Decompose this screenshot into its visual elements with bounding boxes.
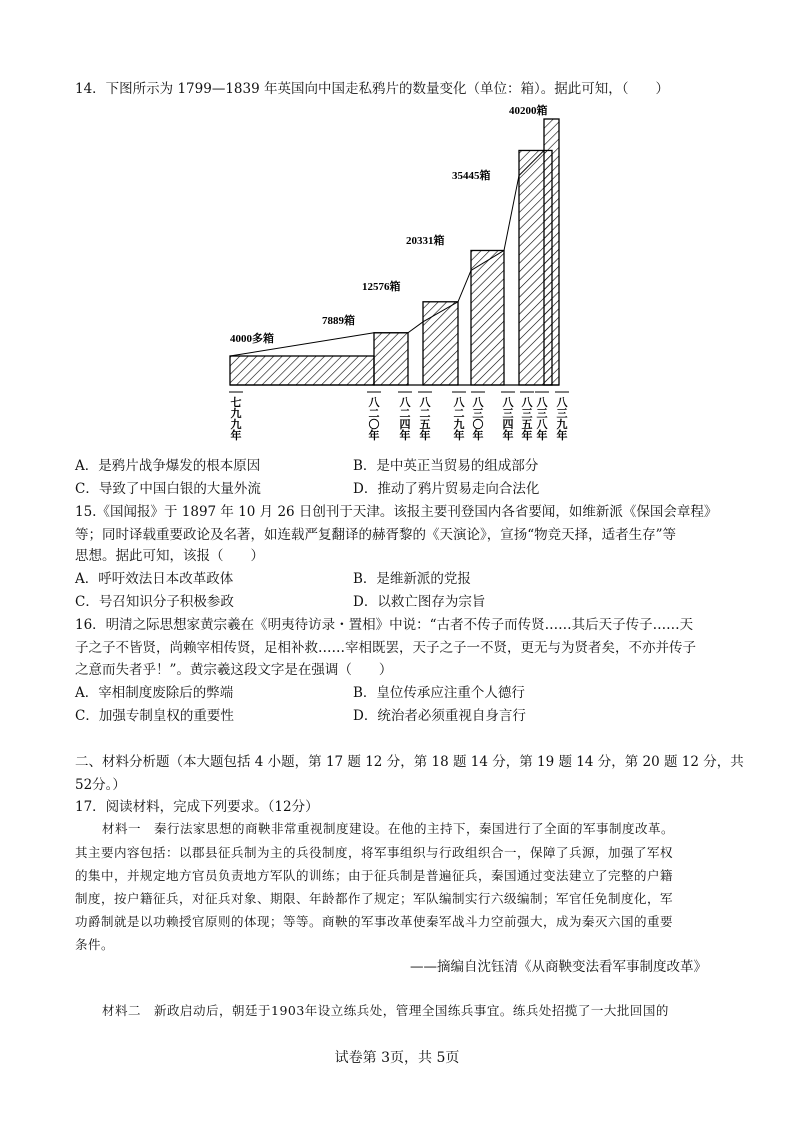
- q17-material2-line-1: 材料二 新政启动后，朝廷于1903年设立练兵处，管理全国练兵事宜。练兵处招揽了一大批回国的: [102, 1003, 669, 1018]
- q14-option-c: C．导致了中国白银的大量外流: [75, 481, 261, 497]
- q16-option-b: B．皇位传承应注重个人德行: [353, 685, 525, 701]
- tick-label-3: 八二五年: [419, 396, 431, 442]
- q17-material1-line-4: 制度，按户籍征兵，对征兵对象、期限、年龄都作了规定；军队编制实行六级编制；军官任免制度化，军: [75, 891, 674, 906]
- tick-label-7: 八三五年: [521, 396, 533, 442]
- section2-heading-line-1: 二、材料分析题（本大题包括 4 小题，第 17 题 12 分，第 18 题 14 分，第 19 题 14 分，第 20 题 12 分，共: [75, 754, 744, 770]
- q15-line-2: 等；同时译载重要政论及名著，如连载严复翻译的赫胥黎的《天演论》，宣扬“物竞天择，适者生存”等: [75, 527, 677, 543]
- bar-label-40200: 40200箱: [509, 105, 548, 117]
- q15-line-1: 15.《国闻报》于 1897 年 10 月 26 日创刊于天津。该报主要刊登国内各省要闻，如维新派《保国会章程》: [75, 504, 718, 520]
- opium-bar-chart: [222, 102, 570, 447]
- bar-20331: [471, 250, 504, 385]
- bar-label-7889: 7889箱: [322, 315, 355, 327]
- tick-label-2: 八二四年: [399, 396, 411, 442]
- q17-material1-line-6: 条件。: [75, 937, 115, 952]
- q17-material1-line-1: 材料一 秦行法家思想的商鞅非常重视制度建设。在他的主持下，秦国进行了全面的军事制度改革。: [102, 821, 675, 836]
- q15-option-a: A．呼吁效法日本改革政体: [75, 571, 234, 587]
- q14-option-a: A．是鸦片战争爆发的根本原因: [75, 458, 261, 474]
- q17-material1-line-5: 功爵制就是以功赖授官原则的体现；等等。商鞅的军事改革使秦军战斗力空前强大，成为秦灭六国的重要: [75, 914, 674, 929]
- q16-line-1: 16．明清之际思想家黄宗羲在《明夷待访录・置相》中说：“古者不传子而传贤……其后天子传子……天: [75, 617, 694, 633]
- q17-material1-line-2: 其主要内容包括：以郡县征兵制为主的兵役制度，将军事组织与行政组织合一，保障了兵源，加强了军权: [75, 845, 674, 860]
- q16-line-3: 之意而失者乎！”。黄宗羲这段文字是在强调（ ）: [75, 662, 393, 678]
- q16-line-2: 子之子不皆贤，尚赖宰相传贤，足相补救……宰相既罢，天子之子一不贤，更无与为贤者矣，不亦并传子: [75, 640, 696, 656]
- q15-option-c: C．号召知识分子积极参政: [75, 594, 234, 610]
- tick-label-1: 八二〇年: [368, 396, 380, 442]
- q16-option-c: C．加强专制皇权的重要性: [75, 708, 234, 724]
- q14-option-d: D．推动了鸦片贸易走向合法化: [353, 481, 540, 497]
- q16-option-d: D．统治者必须重视自身言行: [353, 708, 526, 724]
- tick-label-9: 八三九年: [556, 396, 568, 442]
- q15-option-b: B．是维新派的党报: [353, 571, 471, 587]
- tick-label-4: 八二九年: [453, 396, 465, 442]
- q14-option-b: B．是中英正当贸易的组成部分: [353, 458, 539, 474]
- tick-label-6: 八三四年: [502, 396, 514, 442]
- tick-label-5: 八三〇年: [472, 396, 484, 442]
- tick-label-0: 七九九年: [230, 396, 242, 442]
- page-footer: 试卷第 3页，共 5页: [334, 1050, 460, 1066]
- q14-stem: 14．下图所示为 1799—1839 年英国向中国走私鸦片的数量变化（单位：箱）。据此可知，（ ）: [75, 81, 669, 97]
- bar-7889: [374, 333, 408, 385]
- q16-option-a: A．宰相制度废除后的弊端: [75, 685, 234, 701]
- bar-label-20331: 20331箱: [406, 235, 445, 247]
- tick-label-8: 八三八年: [536, 396, 548, 442]
- bar-4000: [230, 356, 374, 385]
- q17-stem: 17．阅读材料，完成下列要求。（12分）: [75, 799, 319, 815]
- q17-material1-line-3: 的集中，并规定地方官员负责地方军队的训练；由于征兵制是普遍征兵，秦国通过变法建立了完整的户籍: [75, 868, 674, 883]
- bar-label-35445: 35445箱: [452, 170, 491, 182]
- bar-label-4000: 4000多箱: [230, 333, 274, 345]
- section2-heading-line-2: 52分。）: [75, 777, 126, 793]
- q15-option-d: D．以救亡图存为宗旨: [353, 594, 486, 610]
- bar-40200: [544, 119, 559, 385]
- bar-12576: [423, 302, 458, 385]
- bar-label-12576: 12576箱: [362, 281, 401, 293]
- q15-line-3: 思想。据此可知，该报（ ）: [75, 548, 264, 564]
- q17-source: ——摘编自沈钰清《从商鞅变法看军事制度改革》: [410, 959, 707, 975]
